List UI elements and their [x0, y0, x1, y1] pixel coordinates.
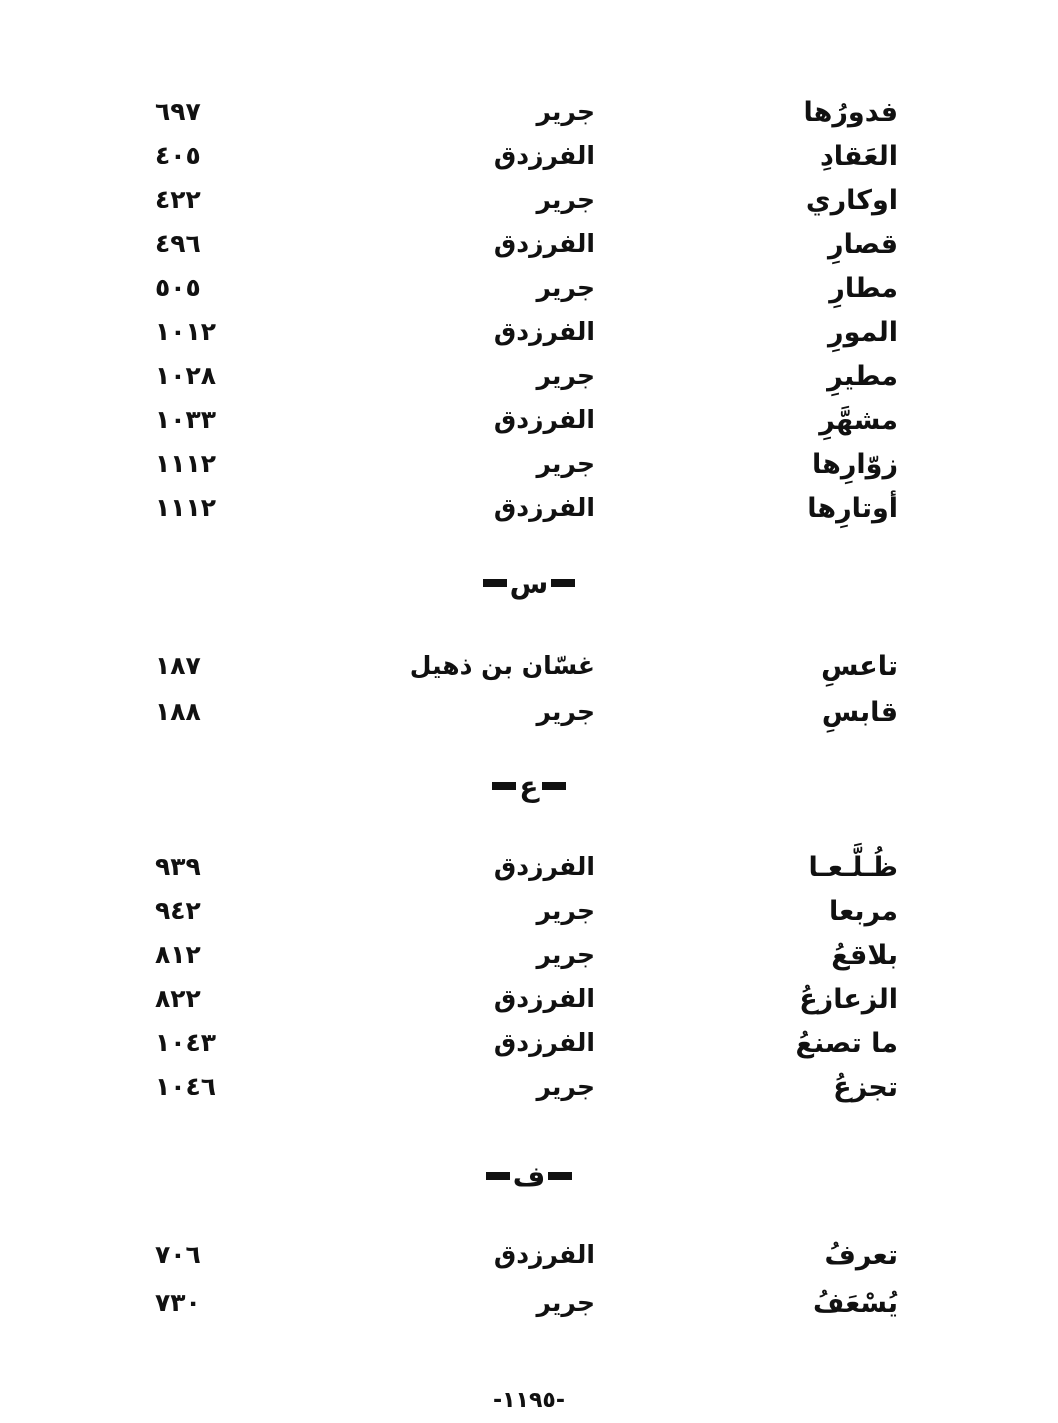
heading-dash	[551, 579, 575, 587]
page-reference: ٧٠٦	[155, 1240, 201, 1269]
section-heading-ayn	[0, 768, 1058, 803]
index-entry	[0, 651, 1058, 695]
poet-name: جرير	[536, 361, 595, 390]
rhyme-word: تعرفُ	[824, 1240, 898, 1271]
page-reference: ٩٤٢	[155, 896, 201, 925]
index-entry	[0, 984, 1058, 1028]
poet-name: الفرزدق	[493, 1240, 595, 1269]
poet-name: الفرزدق	[493, 317, 595, 346]
page-reference: ٤٠٥	[155, 141, 201, 170]
index-entry	[0, 1028, 1058, 1072]
index-entry	[0, 493, 1058, 537]
poet-name: جرير	[536, 449, 595, 478]
page-reference: ٨١٢	[155, 940, 201, 969]
rhyme-word: زوّارِها	[812, 449, 898, 480]
page-reference: ١١١٢	[155, 449, 217, 478]
poet-name: جرير	[536, 185, 595, 214]
heading-dash	[486, 1172, 510, 1180]
heading-dash	[483, 579, 507, 587]
index-entry	[0, 940, 1058, 984]
page-reference: ٨٢٢	[155, 984, 201, 1013]
rhyme-word: بلاقعُ	[831, 940, 898, 971]
page-reference: ١٠٣٣	[155, 405, 217, 434]
page-number: -١١٩٥-	[493, 1388, 565, 1413]
rhyme-word: مطيرِ	[827, 361, 898, 392]
index-entry	[0, 141, 1058, 185]
poet-name: جرير	[536, 940, 595, 969]
index-entry	[0, 1288, 1058, 1332]
poet-name: جرير	[536, 97, 595, 126]
page-reference: ٦٩٧	[155, 97, 201, 126]
index-entry	[0, 361, 1058, 405]
rhyme-word: تجزعُ	[833, 1072, 898, 1103]
rhyme-word: الزعازعُ	[799, 984, 898, 1015]
index-entry	[0, 273, 1058, 317]
heading-dash	[492, 782, 516, 790]
section-letter: س	[509, 566, 549, 600]
page-reference: ١٠٤٣	[155, 1028, 217, 1057]
rhyme-word: ظُـلَّـعـا	[808, 852, 898, 883]
rhyme-word: المورِ	[828, 317, 898, 348]
poet-name: جرير	[536, 896, 595, 925]
page-reference: ١٠٤٦	[155, 1072, 217, 1101]
poet-name: الفرزدق	[493, 852, 595, 881]
page-reference: ١٨٧	[155, 651, 201, 680]
index-entry	[0, 229, 1058, 273]
rhyme-word: اوكاري	[805, 185, 898, 216]
rhyme-word: مربعا	[828, 896, 898, 927]
index-entry	[0, 185, 1058, 229]
page-reference: ١١١٢	[155, 493, 217, 522]
poet-name: غسّان بن ذهيل	[409, 651, 595, 680]
section-letter: ف	[512, 1159, 546, 1193]
index-entry	[0, 697, 1058, 741]
rhyme-word: قصارِ	[828, 229, 898, 260]
heading-dash	[542, 782, 566, 790]
poet-name: الفرزدق	[493, 405, 595, 434]
index-entry	[0, 1072, 1058, 1116]
rhyme-word: يُسْعَفُ	[812, 1288, 898, 1319]
index-entry	[0, 896, 1058, 940]
index-entry	[0, 852, 1058, 896]
page-reference: ٩٣٩	[155, 852, 201, 881]
index-entry	[0, 449, 1058, 493]
page-reference: ٧٣٠	[155, 1288, 201, 1317]
page-reference: ٥٠٥	[155, 273, 201, 302]
rhyme-word: تاعسِ	[821, 651, 898, 682]
page-reference: ١٨٨	[155, 697, 201, 726]
poet-name: جرير	[536, 697, 595, 726]
section-heading-fa	[0, 1158, 1058, 1193]
section-letter: ع	[519, 769, 539, 803]
section-heading-sin	[0, 565, 1058, 600]
page-reference: ٤٢٢	[155, 185, 201, 214]
page-reference: ١٠٢٨	[155, 361, 217, 390]
index-entry	[0, 1240, 1058, 1284]
rhyme-word: مطارِ	[829, 273, 898, 304]
poet-name: الفرزدق	[493, 493, 595, 522]
index-entry	[0, 405, 1058, 449]
poet-name: جرير	[536, 1072, 595, 1101]
rhyme-word: أوتارِها	[807, 493, 898, 524]
index-entry	[0, 97, 1058, 141]
rhyme-word: فدورُها	[803, 97, 898, 128]
rhyme-word: قابسِ	[821, 697, 898, 728]
poet-name: الفرزدق	[493, 1028, 595, 1057]
poet-name: الفرزدق	[493, 229, 595, 258]
rhyme-word: ما تصنعُ	[795, 1028, 898, 1059]
rhyme-word: العَقادِ	[819, 141, 898, 172]
page-reference: ١٠١٢	[155, 317, 217, 346]
poet-name: الفرزدق	[493, 141, 595, 170]
index-entry	[0, 317, 1058, 361]
heading-dash	[548, 1172, 572, 1180]
poet-name: جرير	[536, 273, 595, 302]
rhyme-word: مشهَّرِ	[819, 405, 898, 436]
poet-name: الفرزدق	[493, 984, 595, 1013]
page-reference: ٤٩٦	[155, 229, 201, 258]
poet-name: جرير	[536, 1288, 595, 1317]
